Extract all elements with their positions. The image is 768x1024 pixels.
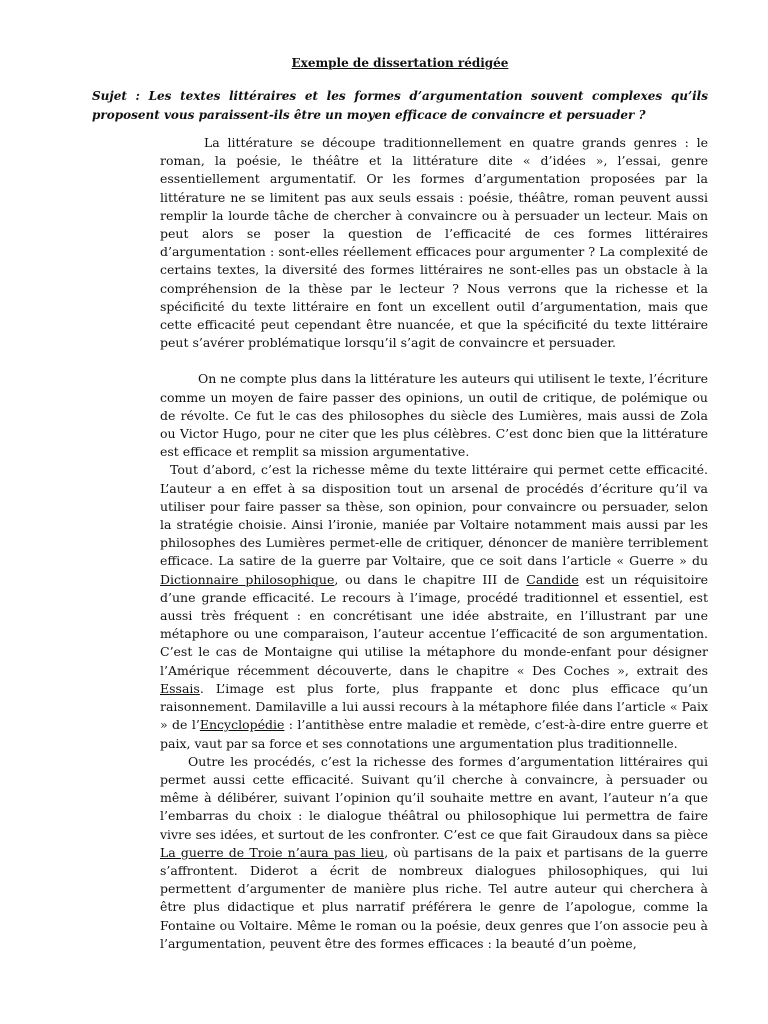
- text-span: : l’antithèse entre maladie et remède, c’est-à-dire entre guerre et paix, vaut par sa force et ses connotations une argumentation plus traditionnelle.: [160, 717, 709, 751]
- work-title-candide: Candide: [526, 571, 579, 587]
- text-span: est un réquisitoire d’une grande efficacité. Le recours à l’image, procédé traditionnel et essentiel, est aussi très fréquent : en concrétisant une idée abstraite, en l’illustrant par une métaphore ou une comparaison, l’auteur accentue l’efficacité de son argumentation. C’est le cas de Montaigne qui utilise la métaphore du monde-enfant pour désigner l’Amérique récemment découverte, dans le chapitre « Des Coches », extrait des: [160, 571, 708, 678]
- work-title-dictionnaire: Dictionnaire philosophique: [160, 571, 335, 587]
- text-span: Outre les procédés, c’est la richesse des formes d’argumentation littéraires qui permet aussi cette efficacité. Suivant qu’il cherche à convaincre, à persuader ou même à délibérer, suivant l’opinion qu’il souhaite mettre en avant, l’auteur n’a que l’embarras du choix : le dialogue théâtral ou philosophique lui permettra de faire vivre ses idées, et surtout de les confronter. C’est ce que fait Giraudoux dans sa pièce: [160, 753, 708, 842]
- document-title: Exemple de dissertation rédigée: [291, 56, 509, 70]
- work-title-essais: Essais: [160, 680, 200, 696]
- paragraph-richness-forms: [160, 753, 708, 953]
- text-span: , où partisans de la paix et partisans de la guerre s’affrontent. Diderot a écrit de nombreux dialogues philosophiques, qui lui permettent d’argumenter de manière plus riche. Tel autre auteur qui cherchera à être plus didactique et plus narratif préférera le genre de l’apologue, comme la Fontaine ou Voltaire. Même le roman ou la poésie, deux genres que l’on associe peu à l’argumentation, peuvent être des formes efficaces : la beauté d’un poème,: [160, 844, 708, 951]
- dissertation-body: [160, 134, 708, 953]
- text-span: . L’image est plus forte, plus frappante et donc plus efficace qu’un raisonnement. Damilaville a lui aussi recours à la métaphore filée dans l’article « Paix » de l’: [160, 680, 708, 733]
- text-span: Tout d’abord, c’est la richesse même du texte littéraire qui permet cette efficacité. L’auteur a en effet à sa disposition tout un arsenal de procédés d’écriture qu’il va utiliser pour faire passer sa thèse, son opinion, pour convaincre ou persuader, selon la stratégie choisie. Ainsi l’ironie, maniée par Voltaire notamment mais aussi par les philosophes des Lumières permet-elle de critiquer, dénoncer de manière terriblement efficace. La satire de la guerre par Voltaire, que ce soit dans l’article « Guerre » du: [160, 462, 708, 569]
- paragraph-richness-procedures: [160, 461, 708, 752]
- paragraph-part-one-intro: On ne compte plus dans la littérature les auteurs qui utilisent le texte, l’écriture comme un moyen de faire passer des opinions, un outil de critique, de polémique ou de révolte. Ce fut le cas des philosophes du siècle des Lumières, mais aussi de Zola ou Victor Hugo, pour ne citer que les plus célèbres. C’est donc bien que la littérature est efficace et remplit sa mission argumentative.: [160, 371, 708, 460]
- work-title-guerre-de-troie: La guerre de Troie n’aura pas lieu: [160, 844, 385, 860]
- work-title-encyclopedie: Encyclopédie: [199, 717, 285, 733]
- dissertation-subject: Sujet : Les textes littéraires et les formes d’argumentation souvent complexes qu’ils proposent vous paraissent-ils être un moyen efficace de convaincre et persuader ?: [92, 89, 708, 122]
- text-span: , ou dans le chapitre III de: [334, 571, 527, 587]
- paragraph-introduction: La littérature se découpe traditionnellement en quatre grands genres : le roman, la poésie, le théâtre et la littérature dite « d’idées », l’essai, genre essentiellement argumentatif. Or les formes d’argumentation proposées par la littérature ne se limitent pas aux seuls essais : poésie, théâtre, roman peuvent aussi remplir la lourde tâche de chercher à convaincre ou à persuader un lecteur. Mais on peut alors se poser la question de l’efficacité de ces formes littéraires d’argumentation : sont-elles réellement efficaces pour argumenter ? La complexité de certains textes, la diversité des formes littéraires ne sont-elles pas un obstacle à la compréhension de la thèse par le lecteur ? Nous verrons que la richesse et la spécificité du texte littéraire en font un excellent outil d’argumentation, mais que cette efficacité peut cependant être nuancée, et que la spécificité du texte littéraire peut s’avérer problématique lorsqu’il s’agit de convaincre et persuader.: [160, 135, 708, 351]
